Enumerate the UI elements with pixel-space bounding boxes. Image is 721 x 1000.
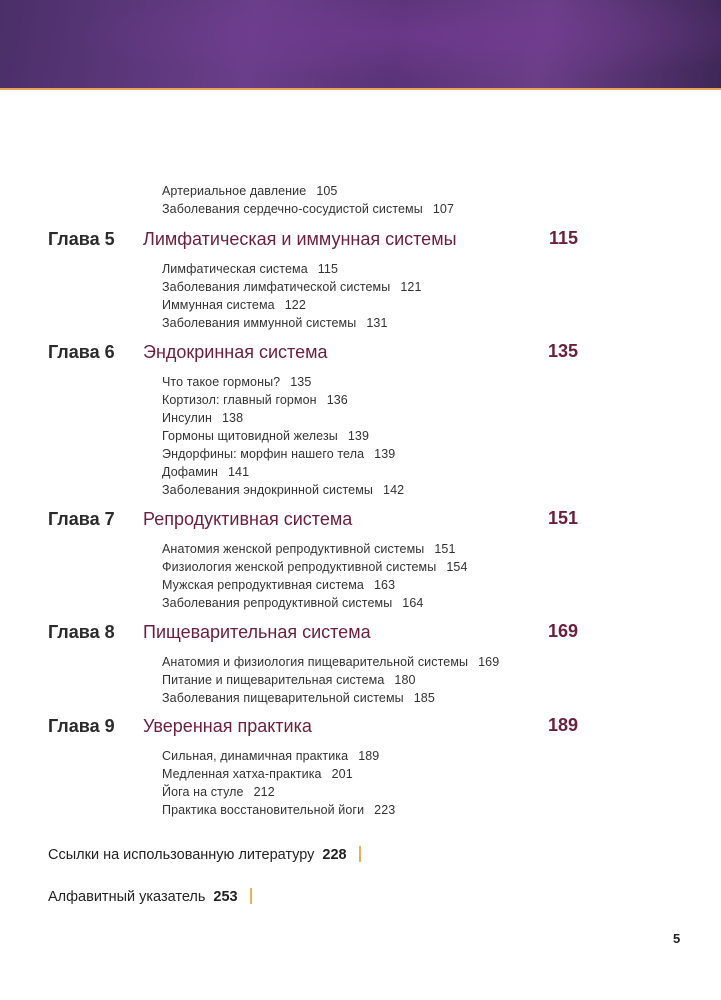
subitem-page: 136 bbox=[326, 393, 348, 407]
chapter-title: Лимфатическая и иммунная системы bbox=[143, 229, 457, 249]
subitem-title: Заболевания пищеварительной системы bbox=[162, 691, 404, 705]
subitem-page: 121 bbox=[400, 280, 422, 294]
header-banner bbox=[0, 0, 721, 88]
chapter-page: 151 bbox=[547, 508, 578, 528]
backmatter-page: 253 bbox=[213, 889, 238, 905]
subitem-title: Заболевания сердечно-сосудистой системы bbox=[162, 202, 423, 216]
chapter-number: Глава 5 bbox=[48, 229, 115, 249]
toc-subitem[interactable] bbox=[162, 655, 499, 669]
subitem-page: 122 bbox=[284, 298, 306, 312]
subitem-page: 139 bbox=[347, 429, 370, 443]
backmatter-page: 228 bbox=[322, 847, 347, 863]
subitem-page: 141 bbox=[227, 465, 250, 479]
toc-subitem[interactable] bbox=[162, 375, 311, 389]
chapter-page: 135 bbox=[547, 341, 578, 361]
toc-subitem[interactable] bbox=[162, 596, 423, 610]
subitem-title: Заболевания репродуктивной системы bbox=[162, 596, 393, 610]
subitem-page: 201 bbox=[331, 767, 353, 781]
subitem-page: 105 bbox=[316, 184, 338, 198]
subitem-page: 185 bbox=[413, 691, 435, 705]
toc-backmatter-index[interactable] bbox=[48, 888, 252, 905]
subitem-title: Заболевания иммунной системы bbox=[162, 316, 357, 330]
subitem-page: 223 bbox=[374, 803, 396, 817]
chapter-title: Пищеварительная система bbox=[143, 622, 371, 642]
subitem-title: Эндорфины: морфин нашего тела bbox=[162, 447, 365, 461]
toc-subitem[interactable] bbox=[162, 785, 275, 799]
subitem-title: Мужская репродуктивная система bbox=[162, 578, 364, 592]
subitem-page: 135 bbox=[290, 375, 312, 389]
toc-subitem[interactable] bbox=[162, 298, 306, 312]
subitem-page: 151 bbox=[434, 542, 456, 556]
subitem-title: Анатомия женской репродуктивной системы bbox=[162, 542, 425, 556]
subitem-title: Лимфатическая система bbox=[162, 262, 308, 276]
page-number: 5 bbox=[673, 931, 681, 946]
toc-subitem[interactable] bbox=[162, 673, 416, 687]
subitem-title: Дофамин bbox=[162, 465, 218, 479]
chapter-title: Уверенная практика bbox=[143, 716, 312, 736]
chapter-page: 115 bbox=[548, 228, 578, 248]
accent-bar bbox=[359, 846, 361, 862]
subitem-title: Что такое гормоны? bbox=[162, 375, 281, 389]
subitem-title: Физиология женской репродуктивной системы bbox=[162, 560, 437, 574]
chapter-number: Глава 7 bbox=[48, 509, 115, 529]
toc-subitem[interactable] bbox=[162, 280, 422, 294]
toc-subitem[interactable] bbox=[162, 184, 337, 198]
subitem-title: Инсулин bbox=[162, 411, 212, 425]
subitem-title: Медленная хатха-практика bbox=[162, 767, 322, 781]
toc-subitem[interactable] bbox=[162, 262, 338, 276]
subitem-title: Заболевания лимфатической системы bbox=[162, 280, 391, 294]
subitem-page: 139 bbox=[374, 447, 396, 461]
subitem-title: Артериальное давление bbox=[162, 184, 307, 198]
subitem-page: 163 bbox=[373, 578, 396, 592]
backmatter-title: Ссылки на использованную литературу bbox=[48, 847, 315, 863]
subitem-page: 180 bbox=[394, 673, 416, 687]
subitem-title: Йога на стуле bbox=[162, 785, 244, 799]
subitem-page: 138 bbox=[222, 411, 244, 425]
subitem-page: 212 bbox=[253, 785, 275, 799]
chapter-number: Глава 6 bbox=[48, 342, 115, 362]
subitem-page: 107 bbox=[432, 202, 454, 216]
toc-subitem[interactable] bbox=[162, 447, 395, 461]
chapter-number: Глава 8 bbox=[48, 622, 115, 642]
subitem-title: Практика восстановительной йоги bbox=[162, 803, 365, 817]
toc-subitem[interactable] bbox=[162, 429, 369, 443]
toc-backmatter-references[interactable] bbox=[48, 846, 361, 863]
subitem-page: 142 bbox=[383, 483, 405, 497]
backmatter-title: Алфавитный указатель bbox=[48, 889, 206, 905]
chapter-title: Эндокринная система bbox=[143, 342, 328, 362]
chapter-page: 189 bbox=[547, 715, 578, 735]
toc-subitem[interactable] bbox=[162, 465, 249, 479]
toc-subitem[interactable] bbox=[162, 483, 404, 497]
subitem-page: 189 bbox=[358, 749, 380, 763]
subitem-page: 154 bbox=[446, 560, 468, 574]
toc-subitem[interactable] bbox=[162, 542, 456, 556]
toc-subitem[interactable] bbox=[162, 578, 395, 592]
chapter-heading[interactable] bbox=[48, 622, 578, 646]
chapter-heading[interactable] bbox=[48, 229, 578, 253]
chapter-title: Репродуктивная система bbox=[143, 509, 353, 529]
chapter-page: 169 bbox=[547, 621, 578, 641]
chapter-number: Глава 9 bbox=[48, 716, 115, 736]
subitem-title: Сильная, динамичная практика bbox=[162, 749, 349, 763]
subitem-title: Иммунная система bbox=[162, 298, 275, 312]
toc-subitem[interactable] bbox=[162, 749, 379, 763]
toc-subitem[interactable] bbox=[162, 767, 353, 781]
subitem-title: Кортизол: главный гормон bbox=[162, 393, 317, 407]
subitem-title: Анатомия и физиология пищеварительной системы bbox=[162, 655, 469, 669]
subitem-title: Гормоны щитовидной железы bbox=[162, 429, 338, 443]
subitem-page: 131 bbox=[366, 316, 388, 330]
accent-bar bbox=[250, 888, 252, 904]
subitem-page: 115 bbox=[317, 262, 338, 276]
toc-subitem[interactable] bbox=[162, 393, 348, 407]
toc-subitem[interactable] bbox=[162, 560, 468, 574]
subitem-title: Заболевания эндокринной системы bbox=[162, 483, 374, 497]
chapter-heading[interactable] bbox=[48, 716, 578, 740]
subitem-page: 164 bbox=[402, 596, 424, 610]
subitem-title: Питание и пищеварительная система bbox=[162, 673, 385, 687]
toc-subitem[interactable] bbox=[162, 202, 454, 216]
toc-subitem[interactable] bbox=[162, 691, 435, 705]
header-accent-line bbox=[0, 88, 721, 90]
chapter-heading[interactable] bbox=[48, 342, 578, 366]
toc-subitem[interactable] bbox=[162, 803, 395, 817]
chapter-heading[interactable] bbox=[48, 509, 578, 533]
toc-subitem[interactable] bbox=[162, 411, 243, 425]
subitem-page: 169 bbox=[478, 655, 500, 669]
toc-subitem[interactable] bbox=[162, 316, 388, 330]
